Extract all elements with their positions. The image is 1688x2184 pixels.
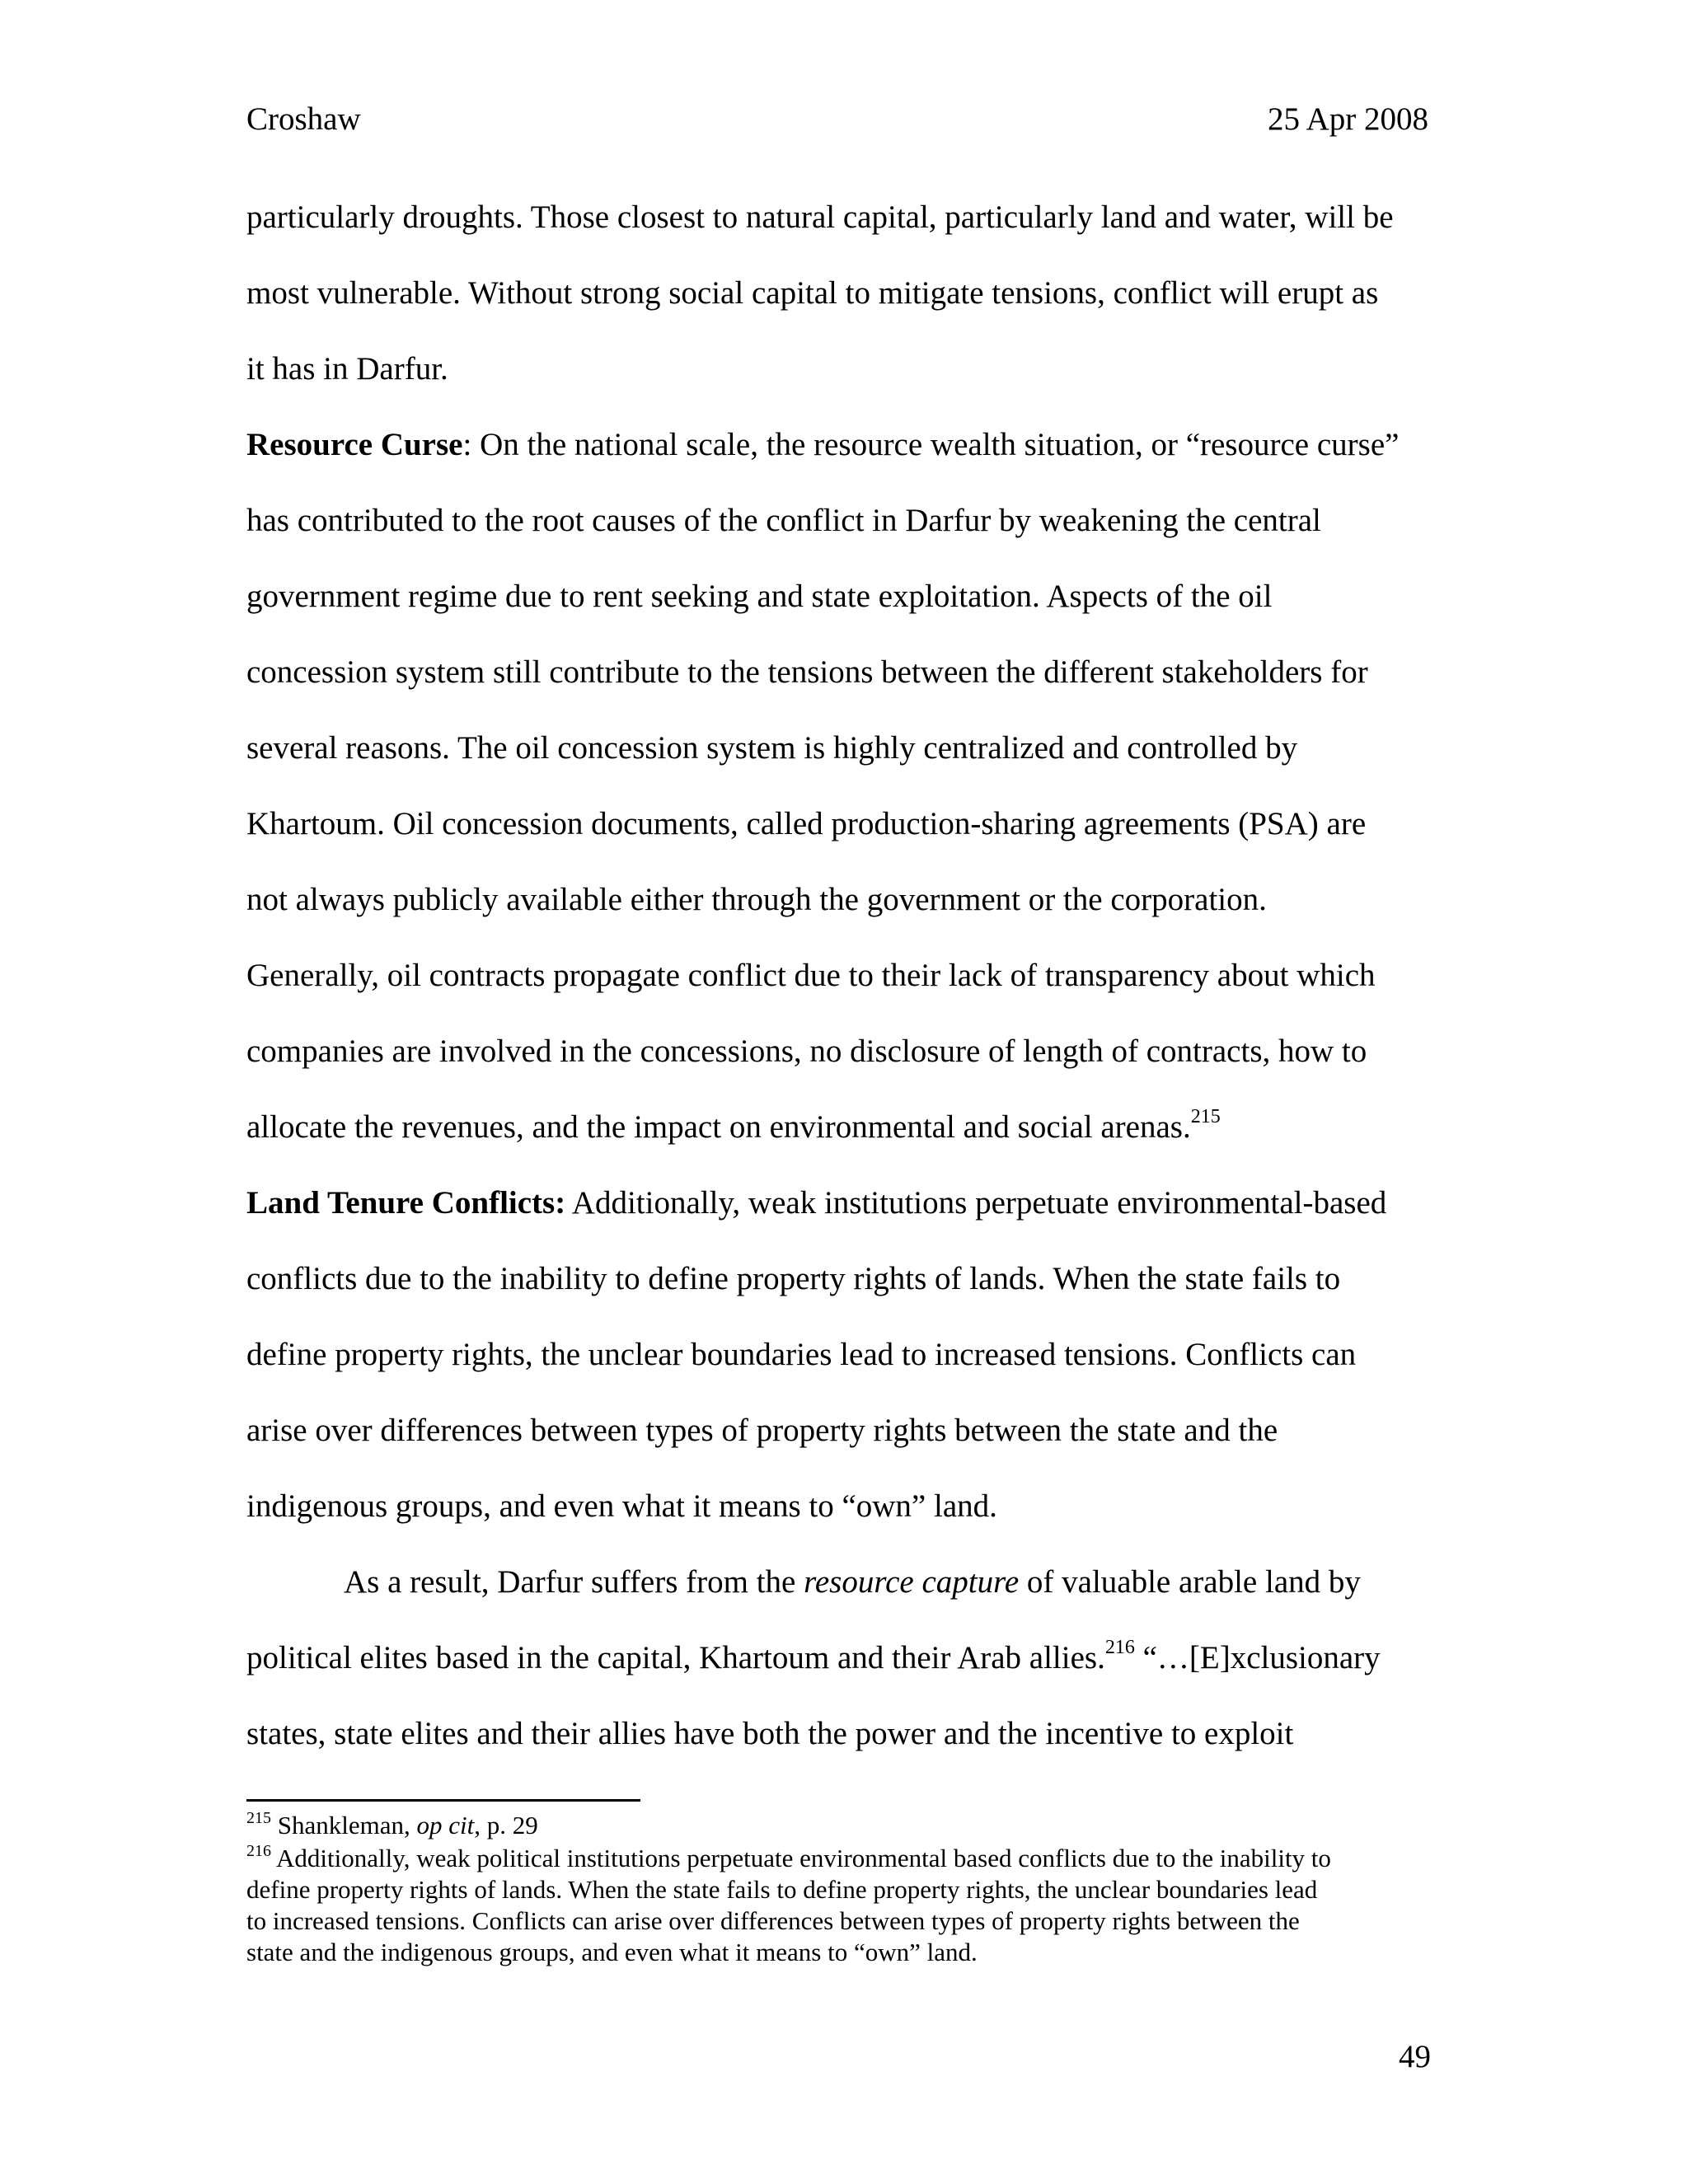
body-line: not always publicly available either through the government or the corporation. xyxy=(246,882,1267,917)
body-line: it has in Darfur. xyxy=(246,351,448,387)
body-text-run: of valuable arable land by xyxy=(1019,1564,1361,1600)
body-line: government regime due to rent seeking and state exploitation. Aspects of the oil xyxy=(246,579,1273,614)
body-line: states, state elites and their allies have both the power and the incentive to exploit xyxy=(246,1716,1294,1751)
body-line xyxy=(246,1104,1221,1151)
emphasis: resource capture xyxy=(804,1564,1020,1600)
running-header-author: Croshaw xyxy=(246,101,361,137)
footnote-text: Additionally, weak political institutions perpetuate environmental based conflicts due to the inability to xyxy=(271,1844,1331,1872)
body-line: conflicts due to the inability to define property rights of lands. When the state fails to xyxy=(246,1261,1341,1296)
footnote-text: , p. 29 xyxy=(474,1811,538,1840)
footnote-215 xyxy=(246,1808,538,1840)
body-line: has contributed to the root causes of the conflict in Darfur by weakening the central xyxy=(246,503,1321,538)
footnote-line: state and the indigenous groups, and even what it means to “own” land. xyxy=(246,1938,978,1966)
body-line: companies are involved in the concessions, no disclosure of length of contracts, how to xyxy=(246,1033,1367,1069)
body-text-run: : On the national scale, the resource wealth situation, or “resource curse” xyxy=(462,427,1400,462)
body-line: Generally, oil contracts propagate conflict due to their lack of transparency about which xyxy=(246,958,1376,993)
body-text-run: allocate the revenues, and the impact on environmental and social arenas. xyxy=(246,1109,1191,1145)
footnote-line: to increased tensions. Conflicts can arise over differences between types of property rights between the xyxy=(246,1906,1300,1935)
footnote-reference: 215 xyxy=(1190,1106,1221,1127)
footnote-reference: 216 xyxy=(1104,1637,1135,1658)
body-line xyxy=(246,1635,1381,1681)
footnote-line: define property rights of lands. When the state fails to define property rights, the unclear boundaries lead xyxy=(246,1875,1318,1904)
emphasis: op cit xyxy=(416,1811,475,1840)
body-line xyxy=(246,1180,1386,1226)
page-number: 49 xyxy=(1399,2039,1431,2074)
footnote-216 xyxy=(246,1841,1331,1873)
body-line xyxy=(246,422,1399,468)
footnote-text: Shankleman, xyxy=(271,1811,417,1840)
footnote-number: 215 xyxy=(246,1808,271,1827)
footnote-separator xyxy=(246,1799,640,1802)
resource-curse-heading: Resource Curse xyxy=(246,427,463,462)
body-text-run: As a result, Darfur suffers from the xyxy=(344,1564,804,1600)
body-line: arise over differences between types of property rights between the state and the xyxy=(246,1413,1278,1448)
body-line: particularly droughts. Those closest to natural capital, particularly land and water, will be xyxy=(246,199,1394,235)
body-line: Khartoum. Oil concession documents, called production-sharing agreements (PSA) are xyxy=(246,806,1367,841)
body-text-run: “…[E]xclusionary xyxy=(1134,1640,1381,1675)
body-line: several reasons. The oil concession system is highly centralized and controlled by xyxy=(246,730,1298,766)
body-line: most vulnerable. Without strong social capital to mitigate tensions, conflict will erupt as xyxy=(246,275,1379,311)
body-line: concession system still contribute to the tensions between the different stakeholders for xyxy=(246,654,1368,690)
body-line xyxy=(344,1559,1361,1605)
land-tenure-heading: Land Tenure Conflicts: xyxy=(246,1185,566,1221)
body-text-run: Additionally, weak institutions perpetuate environmental-based xyxy=(565,1185,1387,1221)
running-header-date: 25 Apr 2008 xyxy=(1268,101,1428,137)
body-text-run: political elites based in the capital, Khartoum and their Arab allies. xyxy=(246,1640,1105,1675)
body-line: indigenous groups, and even what it means to “own” land. xyxy=(246,1488,997,1524)
footnote-number: 216 xyxy=(246,1841,271,1860)
body-line: define property rights, the unclear boundaries lead to increased tensions. Conflicts can xyxy=(246,1337,1357,1372)
